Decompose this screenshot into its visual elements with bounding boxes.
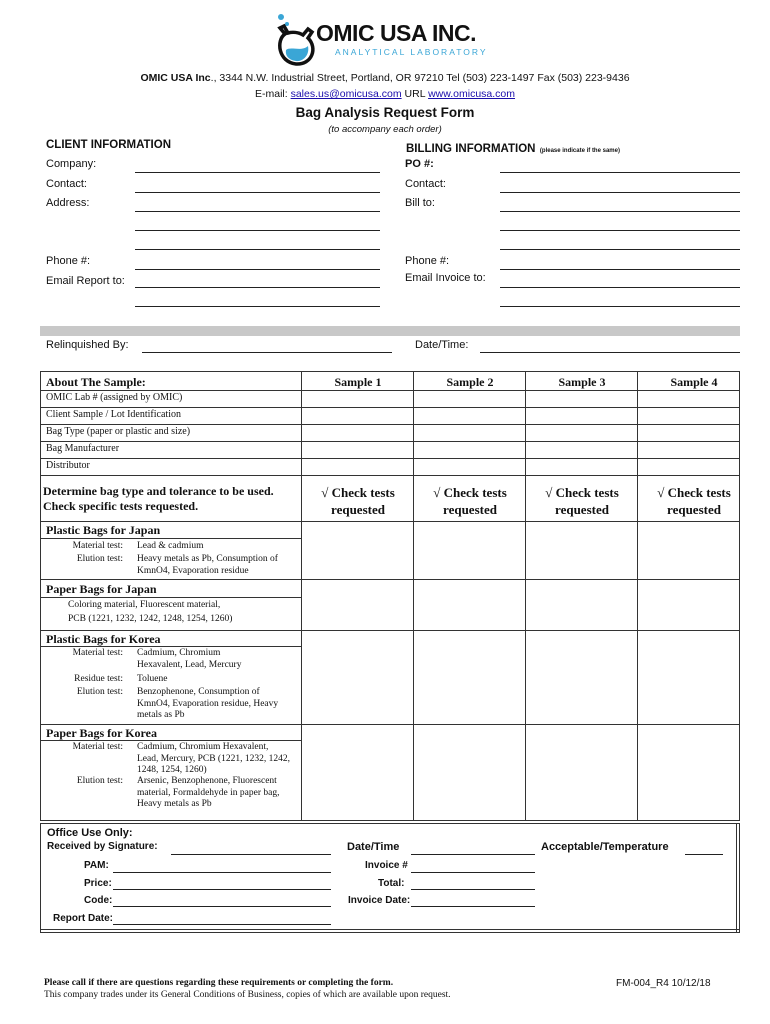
column-divider (637, 372, 638, 820)
elution-line-3: metals as Pb (137, 710, 185, 720)
acceptable-temperature-field[interactable] (685, 854, 723, 855)
flask-logo-icon (272, 12, 322, 70)
section-underline (41, 538, 301, 539)
plastic-korea-elution-value (137, 687, 297, 722)
check-line-2: requested (667, 502, 721, 517)
company-logo (272, 12, 532, 70)
billing-phone-label: Phone #: (405, 255, 450, 267)
elution-line-2: KmnO4, Evaporation residue, Heavy (137, 698, 279, 709)
row-label-distributor: Distributor (46, 460, 90, 471)
check-line-2: requested (331, 502, 385, 517)
office-use-heading: Office Use Only: (47, 827, 133, 839)
billing-email-field-2[interactable] (500, 306, 740, 307)
relinquished-date-label: Date/Time: (415, 339, 469, 351)
billing-billto-label: Bill to: (405, 197, 435, 209)
row-divider (41, 390, 739, 391)
sample-4-check-label (638, 484, 750, 518)
row-label-bag-type: Bag Type (paper or plastic and size) (46, 426, 191, 437)
paper-japan-title: Paper Bags for Japan (46, 582, 157, 596)
billing-po-label: PO #: (405, 158, 434, 170)
sample-4-heading: Sample 4 (670, 375, 718, 389)
material-line-3: 1248, 1254, 1260) (137, 765, 207, 775)
billing-email-label: Email Invoice to: (405, 272, 486, 284)
website-link[interactable]: www.omicusa.com (428, 88, 516, 100)
elution-line-3: Heavy metals as Pb (137, 799, 212, 809)
plastic-korea-residue-label: Residue test: (74, 674, 123, 684)
material-line-1: Cadmium, Chromium (137, 648, 221, 658)
sample-2-heading: Sample 2 (446, 375, 494, 389)
received-signature-field[interactable] (171, 854, 331, 855)
column-divider (413, 372, 414, 820)
row-divider (41, 724, 739, 725)
section-underline (41, 646, 301, 647)
billing-billto-field-1[interactable] (500, 211, 740, 212)
row-divider (41, 458, 739, 459)
relinquished-date-field[interactable] (480, 352, 740, 353)
form-title: Bag Analysis Request Form (295, 105, 475, 120)
url-label: URL (401, 88, 429, 100)
client-address-field-2[interactable] (135, 230, 380, 231)
sample-2-check-label (414, 484, 526, 518)
section-divider-bar (40, 326, 740, 336)
client-email-field-1[interactable] (135, 287, 380, 288)
column-divider (301, 372, 302, 820)
row-label-manufacturer: Bag Manufacturer (46, 443, 120, 454)
relinquished-label: Relinquished By: (46, 339, 129, 351)
paper-korea-elution-value (137, 776, 297, 811)
elution-line-1: Benzophenone, Consumption of (137, 687, 260, 697)
elution-line-1: Heavy metals as Pb, Consumption of (137, 554, 278, 564)
sample-3-check-label (526, 484, 638, 518)
plastic-korea-residue-value: Toluene (137, 674, 168, 684)
footer-terms: This company trades under its General Conditions of Business, copies of which are available upon request. (44, 990, 451, 1000)
client-address-field-1[interactable] (135, 211, 380, 212)
row-divider (41, 521, 739, 522)
paper-korea-title: Paper Bags for Korea (46, 726, 157, 740)
client-address-field-3[interactable] (135, 249, 380, 250)
elution-line-2: KmnO4, Evaporation residue (137, 565, 249, 576)
code-field[interactable] (113, 906, 331, 907)
total-field[interactable] (411, 889, 535, 890)
client-email-field-2[interactable] (135, 306, 380, 307)
email-label: E-mail: (254, 88, 291, 100)
paper-japan-line-2: PCB (1221, 1232, 1242, 1248, 1254, 1260) (68, 614, 233, 624)
paper-korea-elution-label: Elution test: (76, 776, 123, 786)
client-company-field[interactable] (135, 172, 380, 173)
row-label-lab-number: OMIC Lab # (assigned by OMIC) (46, 392, 183, 403)
report-date-label: Report Date: (53, 913, 114, 924)
row-divider (41, 579, 739, 580)
material-line-2: Lead, Mercury, PCB (1221, 1232, 1242, (137, 753, 290, 764)
paper-korea-material-label: Material test: (72, 742, 123, 752)
date-time-label: Date/Time (347, 841, 400, 853)
billing-info-heading-group (406, 139, 620, 157)
material-line-2: Hexavalent, Lead, Mercury (137, 659, 242, 670)
logo-subtitle: ANALYTICAL LABORATORY (335, 47, 488, 57)
elution-line-1: Arsenic, Benzophenone, Fluorescent (137, 776, 277, 786)
plastic-korea-material-label: Material test: (72, 648, 123, 658)
check-line-2: requested (443, 502, 497, 517)
row-divider (41, 475, 739, 476)
footer-call-note: Please call if there are questions regarding these requirements or completing the form. (44, 978, 394, 988)
row-label-client-sample: Client Sample / Lot Identification (46, 409, 181, 420)
billing-info-heading: BILLING INFORMATION (406, 143, 536, 155)
check-line-1: √ Check tests (545, 485, 619, 500)
client-info-heading: CLIENT INFORMATION (46, 139, 171, 151)
report-date-field[interactable] (113, 924, 331, 925)
client-email-label: Email Report to: (46, 275, 125, 287)
relinquished-field[interactable] (142, 352, 392, 353)
client-address-label: Address: (46, 197, 90, 209)
row-divider (41, 441, 739, 442)
row-divider (41, 407, 739, 408)
plastic-korea-elution-label: Elution test: (76, 687, 123, 697)
paper-japan-line-1: Coloring material, Fluorescent material, (68, 600, 221, 610)
row-divider (41, 424, 739, 425)
paper-korea-material-value (137, 742, 297, 777)
determine-instruction: Determine bag type and tolerance to be used. (43, 484, 274, 498)
plastic-japan-material-value: Lead & cadmium (137, 541, 204, 551)
pam-field[interactable] (113, 872, 331, 873)
billing-po-field[interactable] (500, 172, 740, 173)
client-contact-field[interactable] (135, 192, 380, 193)
invoice-number-field[interactable] (411, 872, 535, 873)
plastic-japan-title: Plastic Bags for Japan (46, 523, 161, 537)
billing-email-field-1[interactable] (500, 287, 740, 288)
check-line-1: √ Check tests (657, 485, 731, 500)
column-divider (525, 372, 526, 820)
invoice-date-label: Invoice Date: (348, 895, 411, 906)
client-phone-field[interactable] (135, 269, 380, 270)
check-line-1: √ Check tests (433, 485, 507, 500)
check-line-1: √ Check tests (321, 485, 395, 500)
client-contact-label: Contact: (46, 178, 87, 190)
invoice-number-label: Invoice # (365, 860, 408, 871)
plastic-japan-material-label: Material test: (72, 541, 123, 551)
billing-contact-label: Contact: (405, 178, 446, 190)
plastic-japan-elution-label: Elution test: (76, 554, 123, 564)
total-label: Total: (378, 878, 405, 889)
section-underline (41, 740, 301, 741)
company-address: ., 3344 N.W. Industrial Street, Portland, OR 97210 Tel (503) 223-1497 Fax (503) 223-9436 (210, 72, 630, 84)
client-company-label: Company: (46, 158, 97, 170)
form-number: FM-004_R4 10/12/18 (616, 978, 711, 989)
billing-contact-field[interactable] (500, 192, 740, 193)
client-phone-label: Phone #: (46, 255, 91, 267)
price-field[interactable] (113, 889, 331, 890)
billing-billto-field-3[interactable] (500, 249, 740, 250)
form-subtitle: (to accompany each order) (328, 124, 442, 135)
elution-line-2: material, Formaldehyde in paper bag, (137, 787, 280, 798)
office-box-right-edge (736, 824, 737, 932)
plastic-japan-elution-value (137, 554, 297, 577)
company-address-line (0, 72, 770, 84)
material-line-1: Cadmium, Chromium Hexavalent, (137, 742, 269, 752)
office-use-box (40, 823, 740, 933)
invoice-date-field[interactable] (411, 906, 535, 907)
code-label: Code: (84, 895, 113, 906)
billing-billto-field-2[interactable] (500, 230, 740, 231)
about-sample-heading: About The Sample: (46, 375, 146, 389)
acceptable-temperature-label: Acceptable/Temperature (541, 841, 669, 853)
plastic-korea-material-value (137, 648, 297, 671)
pam-label: PAM: (84, 860, 109, 871)
logo-name: OMIC USA INC. (316, 20, 477, 46)
price-label: Price: (84, 878, 112, 889)
check-line-2: requested (555, 502, 609, 517)
received-signature-label: Received by Signature: (47, 841, 158, 852)
email-link[interactable]: sales.us@omicusa.com (290, 88, 402, 100)
contact-line (0, 88, 770, 100)
sample-table (40, 371, 740, 821)
check-specific-instruction: Check specific tests requested. (43, 499, 199, 513)
date-time-field[interactable] (411, 854, 535, 855)
sample-1-check-label (302, 484, 414, 518)
office-box-bottom-edge (41, 929, 739, 930)
section-underline (41, 597, 301, 598)
company-name: OMIC USA Inc (140, 72, 211, 84)
sample-3-heading: Sample 3 (558, 375, 606, 389)
plastic-korea-title: Plastic Bags for Korea (46, 632, 161, 646)
billing-phone-field[interactable] (500, 269, 740, 270)
sample-1-heading: Sample 1 (334, 375, 382, 389)
row-divider (41, 630, 739, 631)
billing-info-note: (please indicate if the same) (539, 148, 620, 154)
